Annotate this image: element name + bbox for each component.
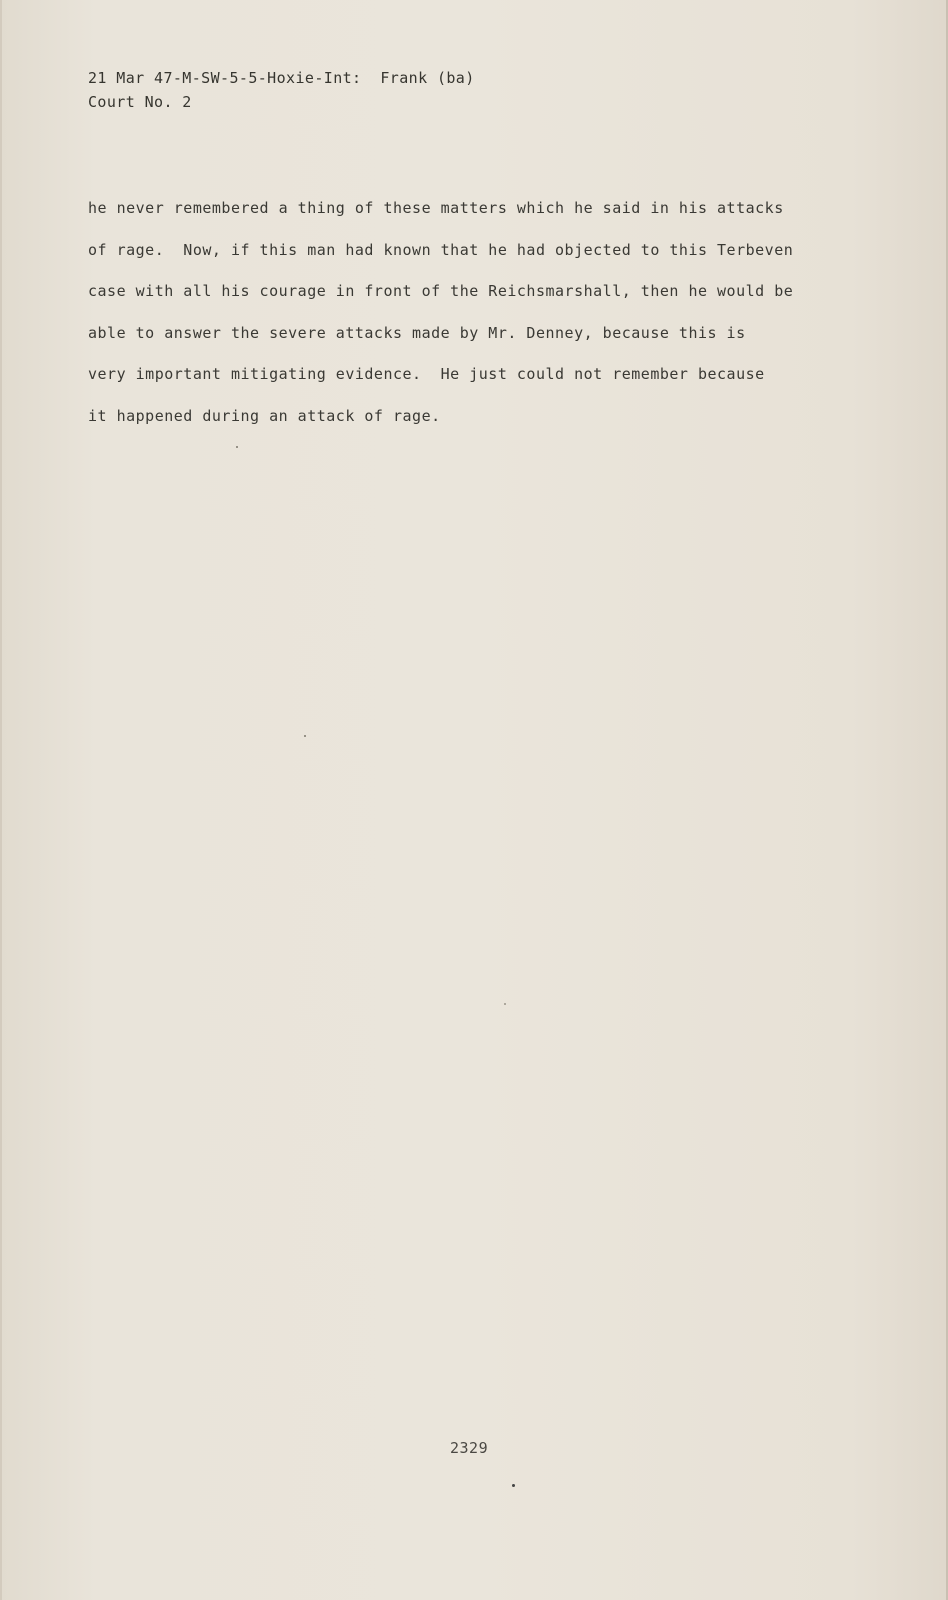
paper-speck: [236, 446, 238, 448]
session-reference: 21 Mar 47-M-SW-5-5-Hoxie-Int: Frank (ba): [88, 69, 475, 87]
paper-speck: [304, 735, 306, 737]
document-header: [88, 66, 475, 114]
text-line: he never remembered a thing of these matters which he said in his attacks: [88, 199, 784, 217]
page-number: 2329: [450, 1439, 489, 1457]
transcript-body: [88, 188, 878, 437]
text-line: case with all his courage in front of the Reichsmarshall, then he would be: [88, 282, 794, 300]
text-line: able to answer the severe attacks made by Mr. Denney, because this is: [88, 323, 746, 342]
text-line: very important mitigating evidence. He just could not remember because: [88, 365, 765, 383]
court-number: Court No. 2: [88, 93, 192, 111]
text-line: it happened during an attack of rage.: [88, 406, 441, 425]
paper-speck: [512, 1484, 515, 1487]
text-line: of rage. Now, if this man had known that he had objected to this Terbeven: [88, 240, 794, 259]
paper-speck: [504, 1003, 506, 1005]
